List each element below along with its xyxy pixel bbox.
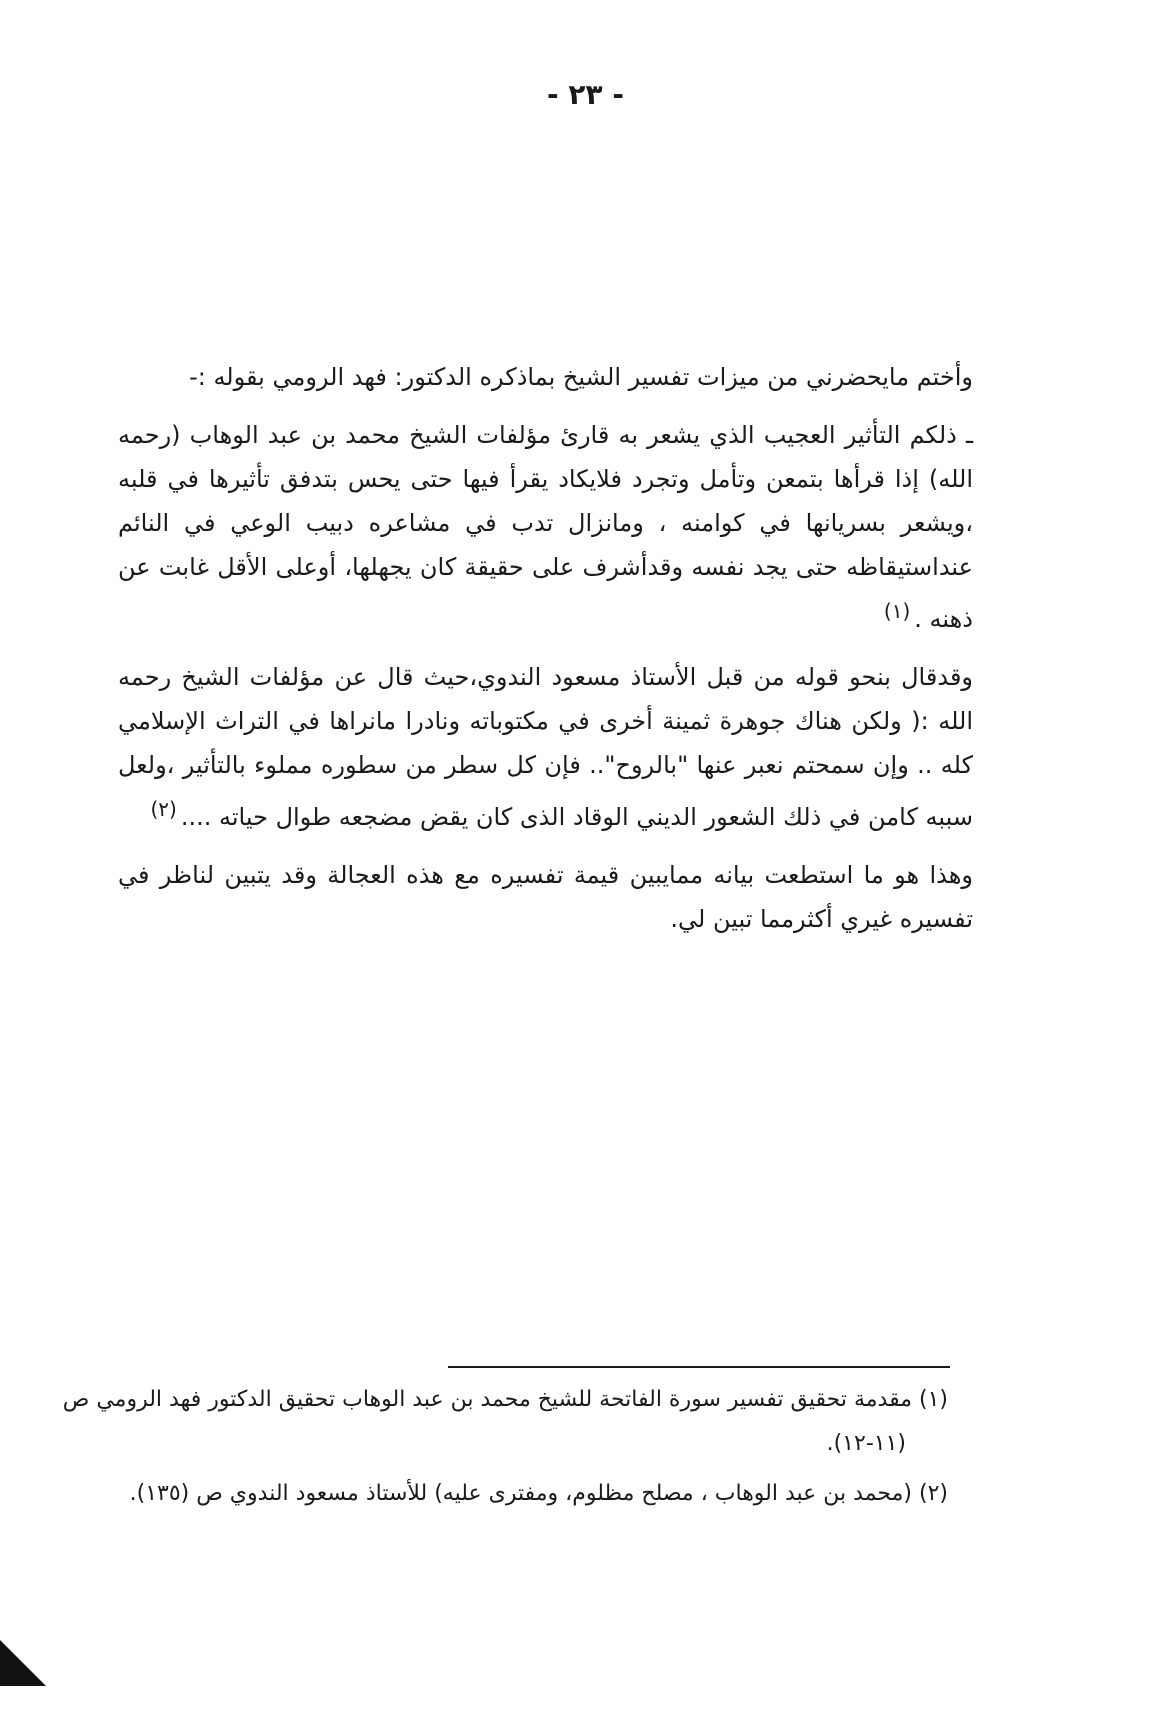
footnotes [60,1378,948,1522]
footnote-mark-2: (٢) [150,797,177,821]
paragraph-intro: وأختم مايحضرني من ميزات تفسير الشيخ بماذكره الدكتور: فهد الرومي بقوله :- [189,363,973,391]
footnote-mark-1: (١) [883,599,911,623]
footnote-2: (٢) (محمد بن عبد الوهاب ، مصلح مظلوم، ومفترى عليه) للأستاذ مسعود الندوي ص (١٣٥). [129,1481,948,1506]
footnote-1: (١) مقدمة تحقيق تفسير سورة الفاتحة للشيخ محمد بن عبد الوهاب تحقيق الدكتور فهد الرومي ص (١١-١٢). [62,1387,948,1456]
quote-rumi-text: ـ ذلكم التأثير العجيب الذي يشعر به قارئ مؤلفات الشيخ محمد بن عبد الوهاب (رحمه الله) إذا قرأها بتمعن وتأمل وتجرد فلايكاد يقرأ فيها حتى يحس بتدفق تأثيرها في قلبه ،ويشعر بسريانها في كوامنه ، ومانزال تدب في مشاعره دبيب الوعي في النائم عنداستيقاظه حتى يجد نفسه وقدأشرف على حقيقة كان يجهلها، أوعلى الأقل غابت عن ذهنه . [118,421,973,633]
paragraph-quote-nadwi [118,655,973,839]
footnote-divider [448,1366,950,1368]
paragraph-conclusion: وهذا هو ما استطعت بيانه ممايبين قيمة تفسيره مع هذه العجالة وقد يتبين لناظر في تفسيره غيري أكثرمما تبين لي. [118,861,973,933]
page-number: - ٢٣ - [547,78,624,111]
quote-nadwi-text: وقدقال بنحو قوله من قبل الأستاذ مسعود الندوي،حيث قال عن مؤلفات الشيخ رحمه الله :( ولكن هناك جوهرة ثمينة أخرى في مكتوباته ونادرا مانراها في التراث الإسلامي كله .. وإن سمحتم نعبر عنها "بالروح".. فإن كل سطر من سطوره مملوء بالتأثير ،ولعل سببه كامن في ذلك الشعور الديني الوقاد الذى كان يقض مضجعه طوال حياته .... [118,663,973,831]
body-text [118,355,973,955]
paragraph-quote-rumi [118,413,973,641]
scan-corner-mark [0,1640,46,1686]
